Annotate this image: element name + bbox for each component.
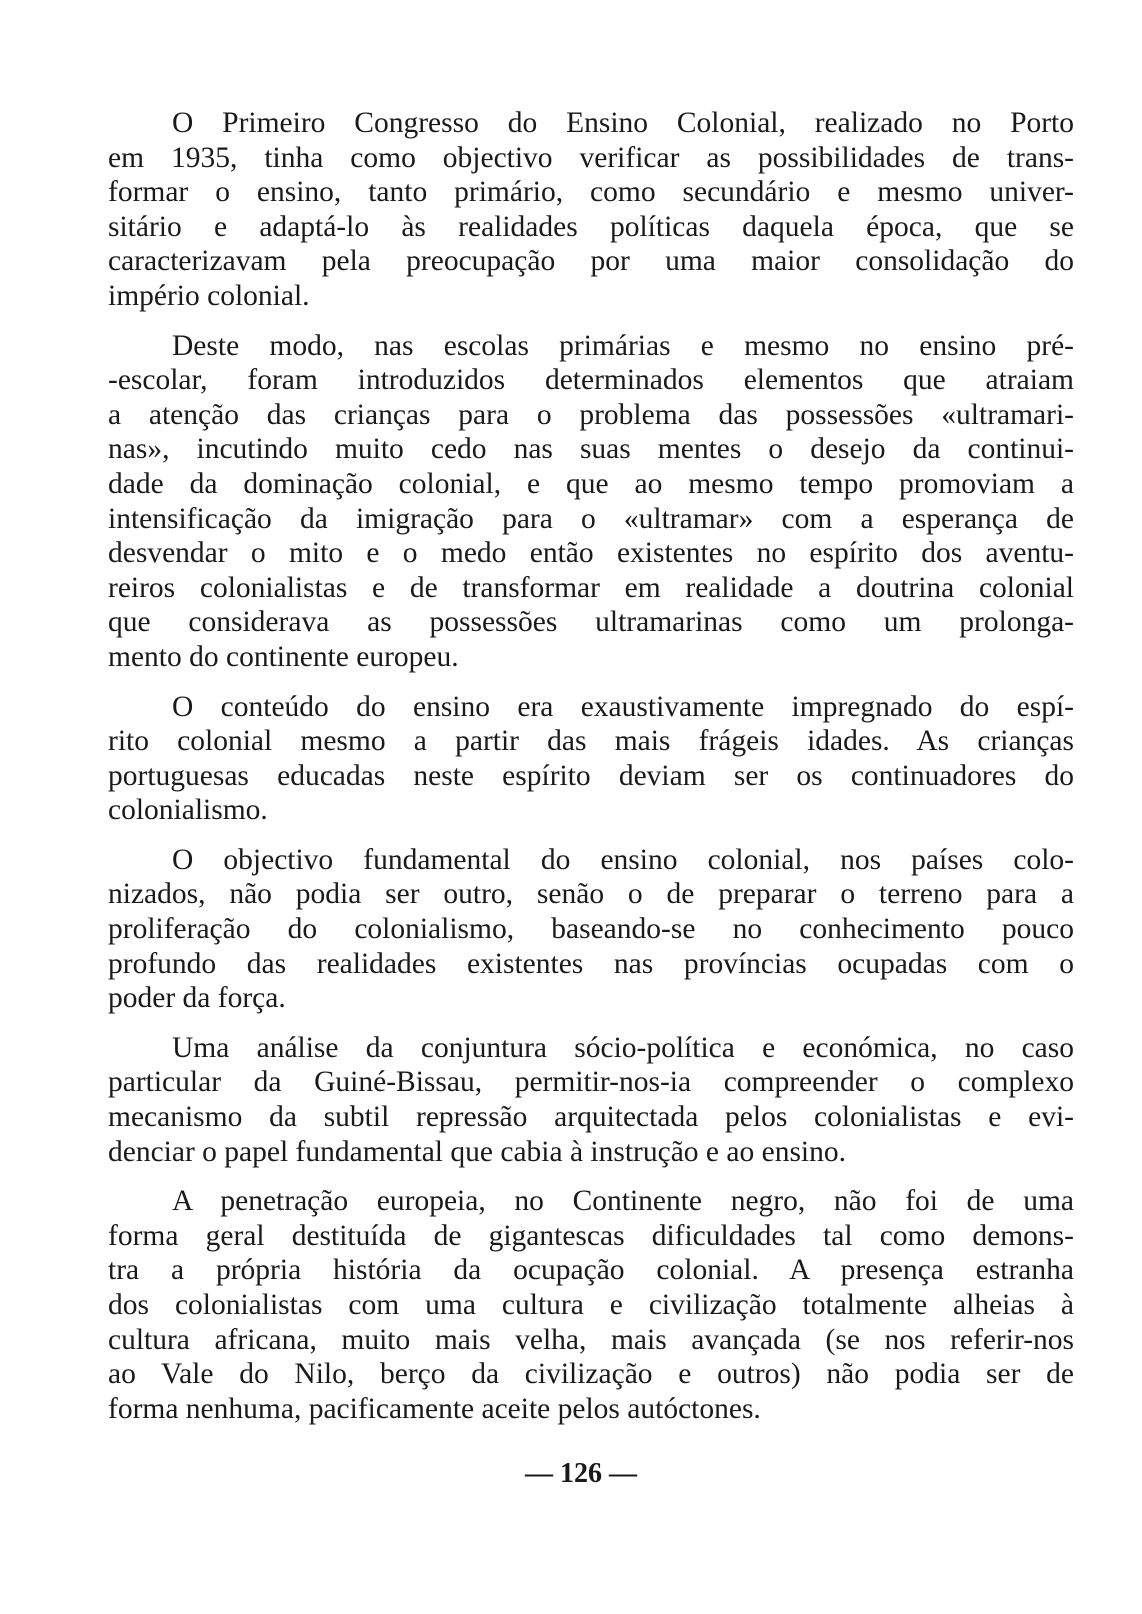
paragraph [108, 843, 1074, 1016]
text-line: caracterizavam pela preocupação por uma maior consolidação do [108, 245, 1074, 278]
text-line: portuguesas educadas neste espírito deviam ser os continuadores do [108, 759, 1074, 792]
page-body [108, 106, 1074, 1441]
text-line: colonialismo. [108, 794, 268, 827]
text-line: denciar o papel fundamental que cabia à instrução e ao ensino. [108, 1135, 847, 1168]
text-line: O Primeiro Congresso do Ensino Colonial, realizado no Porto [172, 107, 1074, 139]
text-line: O objectivo fundamental do ensino colonial, nos países colo- [172, 843, 1074, 876]
text-line: mento do continente europeu. [108, 640, 459, 673]
text-line: particular da Guiné-Bissau, permitir-nos-ia compreender o complexo [108, 1066, 1074, 1099]
text-line: Uma análise da conjuntura sócio-política e económica, no caso [172, 1031, 1074, 1064]
text-line: rito colonial mesmo a partir das mais frágeis idades. As crianças [108, 725, 1074, 758]
paragraph [108, 1031, 1074, 1169]
text-line: a atenção das crianças para o problema das possessões «ultramari- [108, 398, 1074, 431]
paragraph [108, 690, 1074, 828]
paragraph [108, 106, 1074, 314]
text-line: nas», incutindo muito cedo nas suas mentes o desejo da continui- [108, 433, 1074, 466]
text-line: império colonial. [108, 279, 310, 312]
text-line: -escolar, foram introduzidos determinados elementos que atraiam [108, 364, 1074, 397]
text-line: O conteúdo do ensino era exaustivamente impregnado do espí- [172, 690, 1074, 723]
paragraph [108, 1184, 1074, 1426]
text-line: desvendar o mito e o medo então existentes no espírito dos aventu- [108, 537, 1074, 570]
text-line: intensificação da imigração para o «ultramar» com a esperança de [108, 502, 1074, 535]
text-line: dade da dominação colonial, e que ao mesmo tempo promoviam a [108, 467, 1074, 500]
paragraph [108, 329, 1074, 675]
page-number: — 126 — [525, 1458, 637, 1489]
text-line: ao Vale do Nilo, berço da civilização e outros) não podia ser de [108, 1358, 1074, 1391]
text-line: poder da força. [108, 982, 286, 1015]
text-line: tra a própria história da ocupação colonial. A presença estranha [108, 1254, 1074, 1287]
text-line: forma geral destituída de gigantescas dificuldades tal como demons- [108, 1219, 1074, 1252]
text-line: cultura africana, muito mais velha, mais avançada (se nos referir-nos [108, 1323, 1074, 1356]
text-line: A penetração europeia, no Continente negro, não foi de uma [172, 1185, 1074, 1218]
text-line: forma nenhuma, pacificamente aceite pelos autóctones. [108, 1392, 761, 1425]
text-line: em 1935, tinha como objectivo verificar as possibilidades de trans- [108, 141, 1074, 174]
text-line: reiros colonialistas e de transformar em realidade a doutrina colonial [108, 571, 1074, 604]
text-line: que considerava as possessões ultramarinas como um prolonga- [108, 606, 1074, 639]
text-line: dos colonialistas com uma cultura e civilização totalmente alheias à [108, 1289, 1074, 1321]
text-line: nizados, não podia ser outro, senão o de preparar o terreno para a [108, 878, 1074, 911]
text-line: sitário e adaptá-lo às realidades políticas daquela época, que se [108, 210, 1074, 243]
text-line: Deste modo, nas escolas primárias e mesmo no ensino pré- [172, 329, 1074, 362]
text-line: mecanismo da subtil repressão arquitectada pelos colonialistas e evi- [108, 1101, 1074, 1134]
text-line: proliferação do colonialismo, baseando-se no conhecimento pouco [108, 913, 1074, 946]
text-line: profundo das realidades existentes nas províncias ocupadas com o [108, 947, 1074, 980]
text-line: formar o ensino, tanto primário, como secundário e mesmo univer- [108, 176, 1074, 209]
